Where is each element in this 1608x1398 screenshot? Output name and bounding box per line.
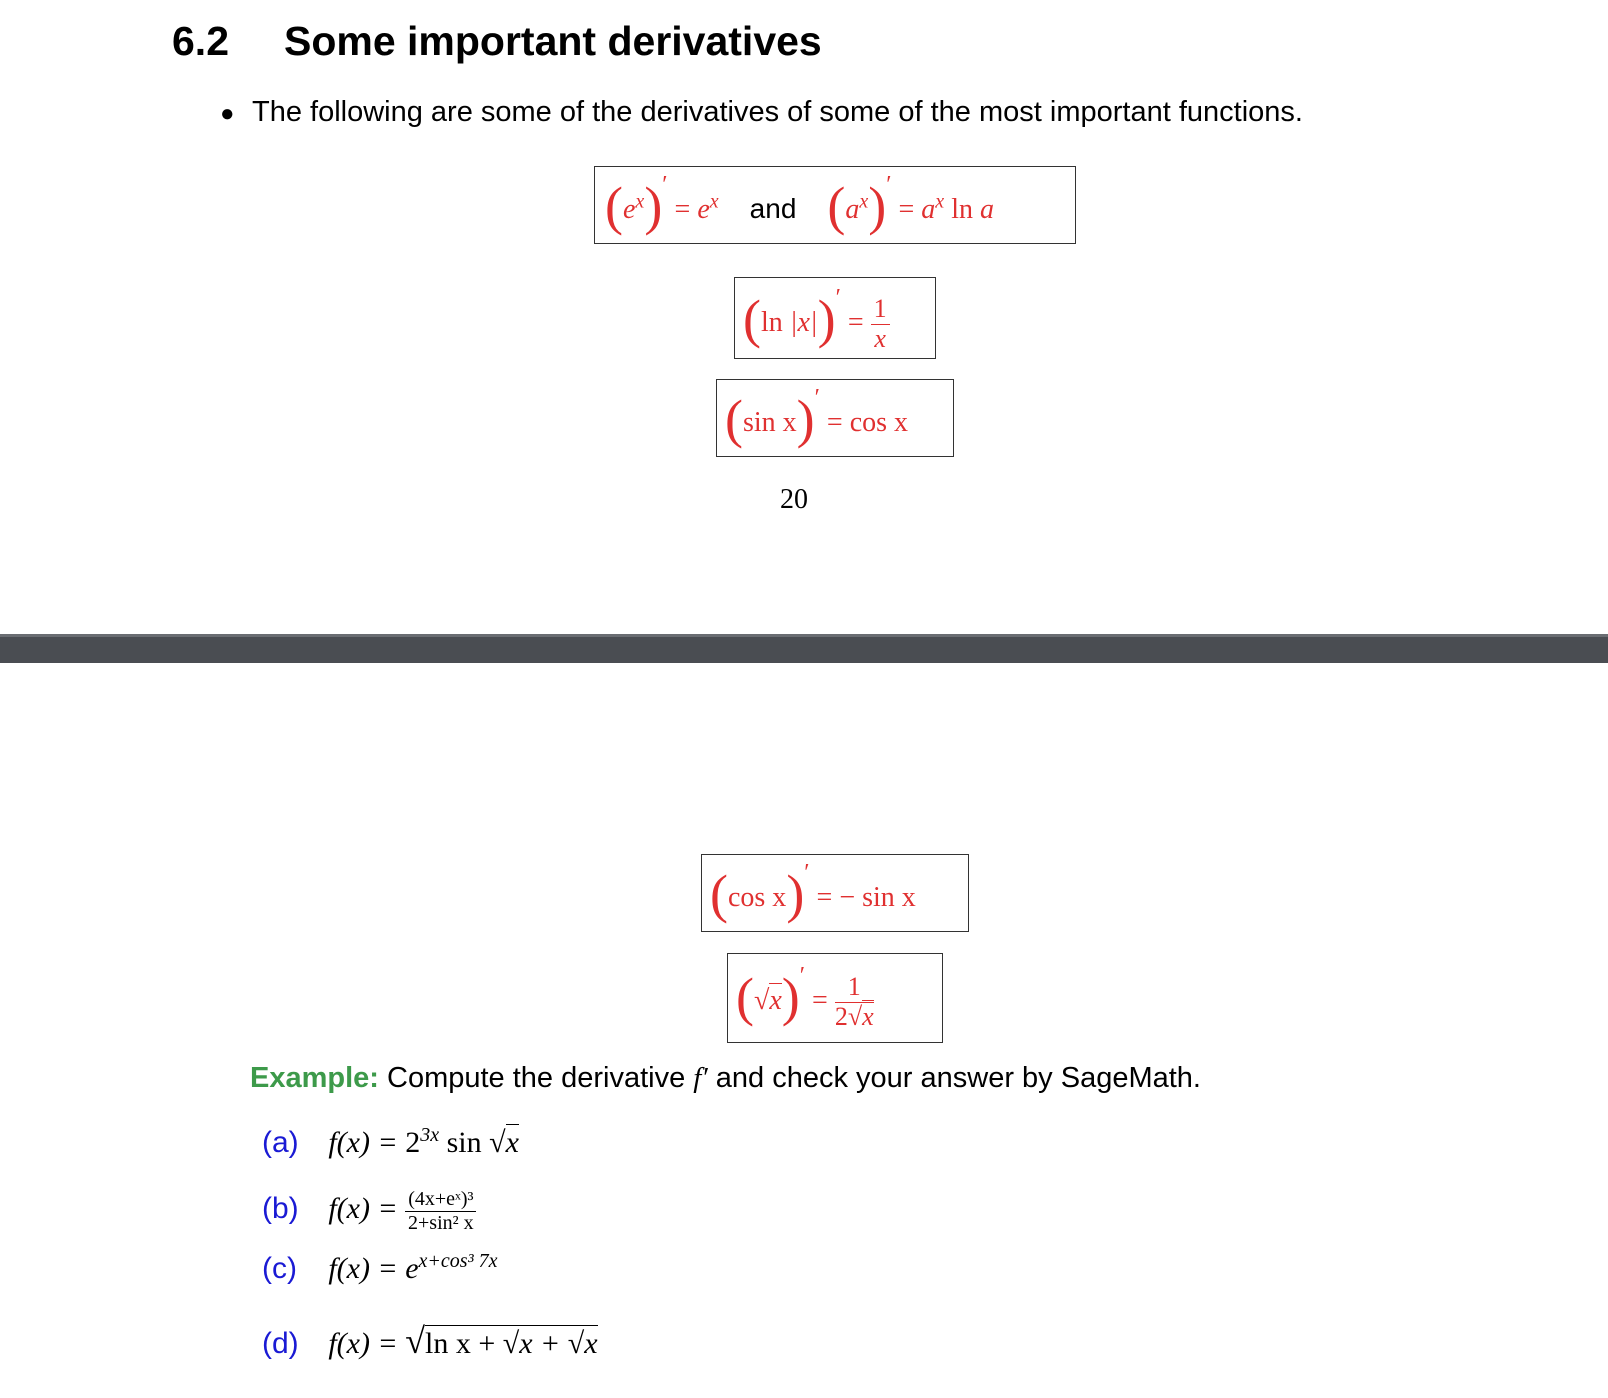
- exercise-item-a: (a) $f(x) = 2^{3x}$ sin √x: [262, 1124, 519, 1159]
- section-title: Some important derivatives: [284, 18, 822, 64]
- bullet-item: [220, 96, 1303, 129]
- exercise-item-d: (d) f(x) = √ln x + √x + √x: [262, 1321, 598, 1361]
- section-heading: [172, 18, 822, 65]
- bullet-dot-icon: ●: [220, 100, 235, 127]
- bullet-text: The following are some of the derivatives of some of the most important functions.: [252, 96, 1303, 128]
- formula-box-sin: (sin x)′ = cos x: [716, 379, 954, 457]
- and-word: and: [749, 193, 797, 224]
- formula-box-exponential: $(e^x)' = e^x$ and $(a^x)' = a^x$ ln a: [594, 166, 1076, 244]
- section-number: 6.2: [172, 18, 229, 64]
- page-number: 20: [780, 484, 808, 515]
- formula-box-ln: (ln |x|)′ = $\frac{1}{x}$: [734, 277, 936, 359]
- example-label: Example:: [250, 1062, 379, 1094]
- formula-box-sqrt: (√x)′ = $\frac{1}{2√x}$: [727, 953, 943, 1043]
- page-divider: [0, 634, 1608, 663]
- formula-box-cos: (cos x)′ = − sin x: [701, 854, 969, 932]
- exercise-item-b: (b) f(x) = $\frac{\text{(4x+eˣ)³}}{\text{2+sin² x}}$: [262, 1188, 476, 1235]
- exercise-item-c: (c) $f(x) = e^{x+cos^3 7x}$: [262, 1250, 498, 1285]
- example-line: Example: Compute the derivative f′ and check your answer by SageMath.: [250, 1062, 1201, 1094]
